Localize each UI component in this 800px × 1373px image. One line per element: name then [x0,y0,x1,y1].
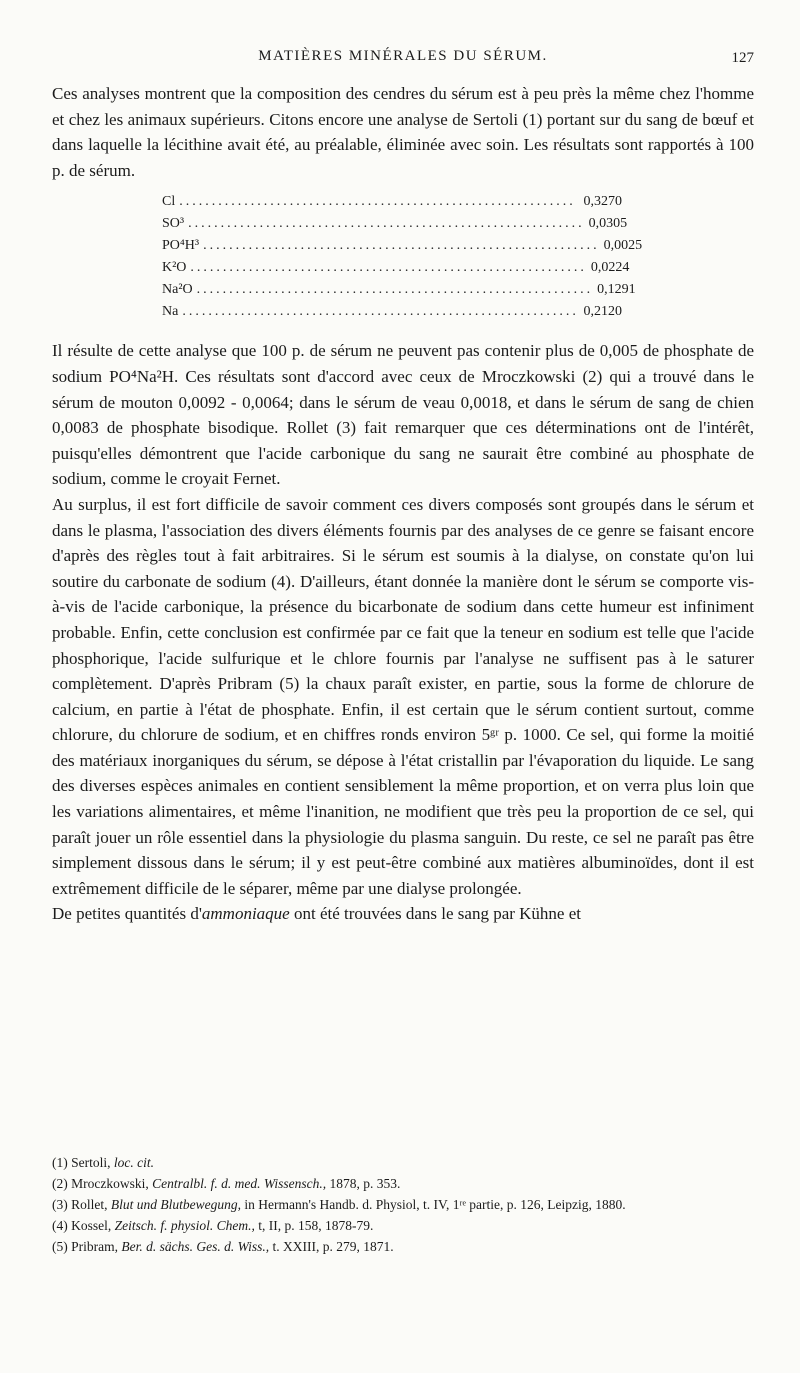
footnote-number: (3) [52,1197,68,1212]
footnote-author: Rollet, [71,1197,108,1212]
row-value: 0,0305 [588,216,628,232]
page-header [52,40,754,70]
table-row: K²O ............................................................. 0,0224 [162,260,630,276]
footnote [52,1152,754,1173]
footnote [52,1215,754,1236]
footnote-rest: in Hermann's Handb. d. Physiol, t. IV, 1ʳᵉ partie, p. 126, Leipzig, 1880. [244,1197,626,1212]
footnote-rest: t, II, p. 158, 1878-79. [258,1218,374,1233]
footnote [52,1236,754,1257]
footnote-ref: Centralbl. f. d. med. Wissensch., [152,1176,327,1191]
footnote-number: (1) [52,1155,68,1170]
running-title: MATIÈRES MINÉRALES DU SÉRUM. [258,48,548,64]
row-value: 0,0224 [590,260,630,276]
footnote-author: Mroczkowski, [71,1176,149,1191]
row-value: 0,3270 [583,194,622,210]
footnote-rest: 1878, p. 353. [329,1176,401,1191]
footnote [52,1194,754,1215]
row-label: PO⁴H³ [162,238,200,254]
row-value: 0,2120 [583,304,622,320]
row-label: Na [162,304,179,320]
table-row: Cl ............................................................. 0,3270 [162,194,622,210]
row-label: Cl [162,194,176,210]
footnote-number: (5) [52,1239,68,1254]
footnote-number: (4) [52,1218,68,1233]
row-label: SO³ [162,216,185,232]
row-label: Na²O [162,282,193,298]
footnote-author: Pribram, [71,1239,118,1254]
footnote-ref: Ber. d. sächs. Ges. d. Wiss., [121,1239,270,1254]
page-number: 127 [731,50,754,66]
table-row: Na²O ............................................................. 0,1291 [162,282,636,298]
analysis-table [162,194,643,326]
row-value: 0,0025 [603,238,643,254]
footnote-author: Kossel, [71,1218,112,1233]
footnote-author: Sertoli, [71,1155,111,1170]
paragraph-4-italic: ammoniaque [201,904,290,924]
footnote [52,1173,754,1194]
row-value: 0,1291 [597,282,636,298]
page [52,40,754,927]
paragraph-3: Au surplus, il est fort difficile de savoir comment ces divers composés sont groupés dans le sérum et dans le plasma, l'association des divers éléments fournis par des analyses de ce genre se faisant encore d'après des règles tout à fait arbitraires. Si le sérum est soumis à la dialyse, on constate qu'on lui soutire du carbonate de sodium (4). D'ailleurs, étant donnée la manière dont le sérum se comporte vis-à-vis de l'acide carbonique, la présence du bicarbonate de sodium dans cette humeur est infiniment probable. Enfin, cette conclusion est confirmée par ce fait que la teneur en sodium est telle que l'acide phosphorique, l'acide sulfurique et le chlore fournis par l'analyse ne suffisent pas à le saturer complètement. D'après Pribram (5) la chaux paraît exister, en partie, sous la forme de chlorure de calcium, en partie à l'état de phosphate. Enfin, il est certain que le sérum contient surtout, comme chlorure, du chlorure de sodium, et en chiffres ronds environ 5ᵍʳ p. 1000. Ce sel, qui forme la moitié des matériaux inorganiques du sérum, se dépose à l'état cristallin par l'évaporation du liquide. Le sang des diverses espèces animales en contient sensiblement la même proportion, et on verra plus loin que les variations alimentaires, et même l'inanition, ne modifient que très peu la proportion de ce sel, qui paraît jouer un rôle essentiel dans la physiologie du plasma sanguin. Du reste, ce sel ne paraît pas être simplement dissous dans le sérum; il y est peut-être combiné aux matières albuminoïdes, dont il est extrêmement difficile de le séparer, même par une dialyse prolongée. [52,494,754,898]
footnote-rest: t. XXIII, p. 279, 1871. [272,1239,394,1254]
table-row: Na ............................................................. 0,2120 [162,304,622,320]
paragraph-4 [52,901,754,927]
footnote-number: (2) [52,1176,68,1191]
table-row: SO³ ............................................................. 0,0305 [162,216,628,232]
table-row: PO⁴H³ ............................................................. 0,0025 [162,238,643,254]
footnotes [52,1152,754,1257]
intro-paragraph: Ces analyses montrent que la composition des cendres du sérum est à peu près la même chez l'homme et chez les animaux supérieurs. Citons encore une analyse de Sertoli (1) portant sur du sang de bœuf et dans laquelle la lécithine avait été, au préalable, éliminée avec soin. Les résultats sont rapportés à 100 p. de sérum. [52,84,754,180]
row-label: K²O [162,260,187,276]
footnote-ref: Blut und Blutbewegung, [110,1197,241,1212]
footnote-ref: loc. cit. [113,1155,154,1170]
paragraph-4-before: De petites quantités d' [52,904,202,924]
footnote-ref: Zeitsch. f. physiol. Chem., [114,1218,255,1233]
paragraph-4-after: ont été trouvées dans le sang par Kühne et [289,904,581,924]
paragraph-2: Il résulte de cette analyse que 100 p. de sérum ne peuvent pas contenir plus de 0,005 de phosphate de sodium PO⁴Na²H. Ces résultats sont d'accord avec ceux de Mroczkowski (2) qui a trouvé dans le sérum de mouton 0,0092 - 0,0064; dans le sérum de veau 0,0018, et dans le sérum de sang de chien 0,0083 de phosphate bisodique. Rollet (3) fait remarquer que ces déterminations ont de l'intérêt, puisqu'elles démontrent que l'acide carbonique du sang ne saurait être combiné au phosphate de sodium, comme le croyait Fernet. [52,341,754,489]
